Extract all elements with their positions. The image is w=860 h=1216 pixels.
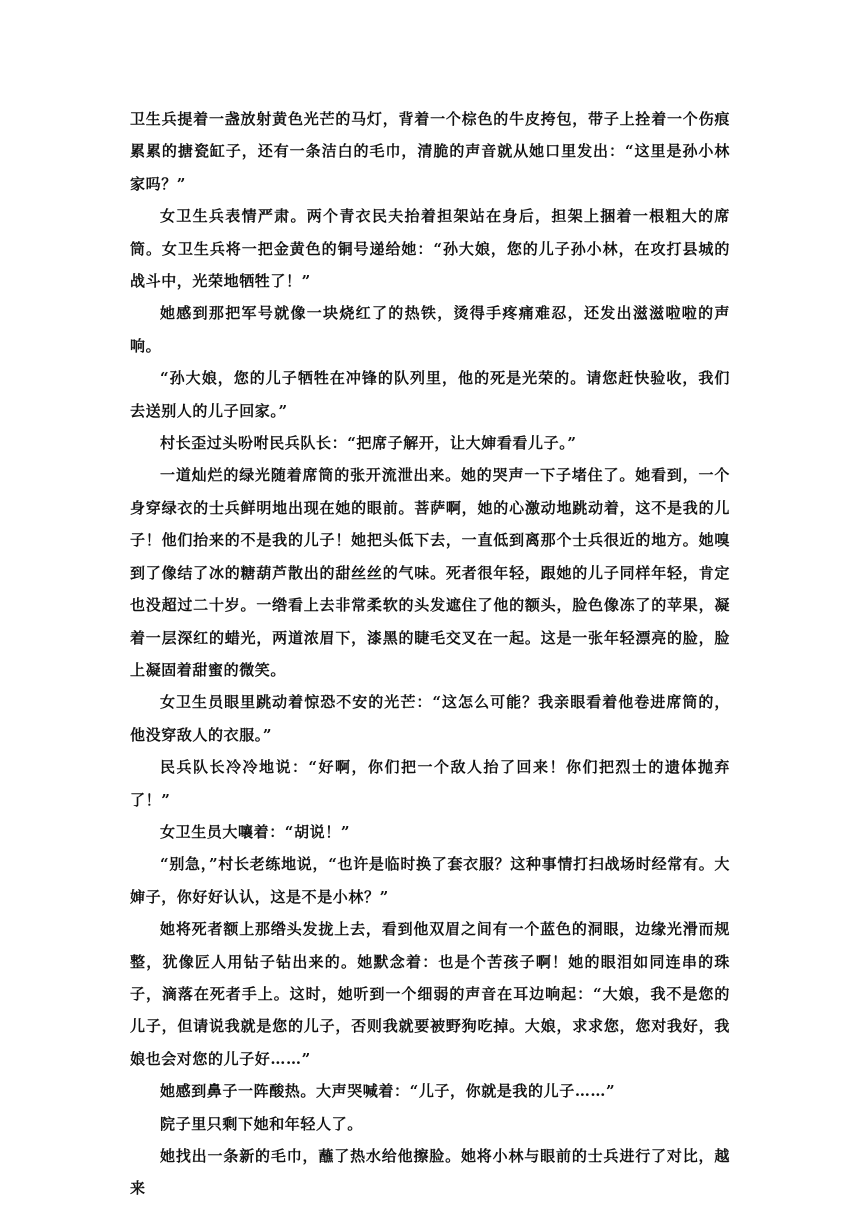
paragraph-3: 她感到那把军号就像一块烧红了的热铁，烫得手疼痛难忍，还发出滋滋啦啦的声响。 [130,304,730,355]
paragraph-10: “别急，”村长老练地说，“也许是临时换了套衣服？这种事情打扫战场时经常有。大婶子，你好好认认，这是不是小林？” [130,855,730,906]
paragraph-12: 她感到鼻子一阵酸热。大声哭喊着：“儿子，你就是我的儿子……” [160,1082,616,1101]
paragraph-2: 女卫生兵表情严肃。两个青衣民夫抬着担架站在身后，担架上捆着一根粗大的席筒。女卫生兵将一把金黄色的铜号递给她：“孙大娘，您的儿子孙小林，在攻打县城的战斗中，光荣地牺牲了！” [130,207,730,291]
paragraph-8: 民兵队长冷冷地说：“好啊，你们把一个敌人抬了回来！你们把烈士的遗体抛弃了！” [130,758,730,809]
paragraph-9: 女卫生员大嚷着：“胡说！” [160,822,351,841]
paragraph-6: 一道灿烂的绿光随着席筒的张开流泄出来。她的哭声一下子堵住了。她看到，一个身穿绿衣的士兵鲜明地出现在她的眼前。菩萨啊，她的心激动地跳动着，这不是我的儿子！他们抬来的不是我的儿子！她把头低下去，一直低到离那个士兵很近的地方。她嗅到了像结了冰的糖葫芦散出的甜丝丝的气味。死者很年轻，跟她的儿子同样年轻，肯定也没超过二十岁。一绺看上去非常柔软的头发遮住了他的额头，脸色像冻了的苹果，凝着一层深红的蜡光，两道浓眉下，漆黑的睫毛交叉在一起。这是一张年轻漂亮的脸，脸上凝固着甜蜜的微笑。 [130,466,730,679]
paragraph-5: 村长歪过头吩咐民兵队长：“把席子解开，让大婶看看儿子。” [160,434,577,453]
paragraph-14: 她找出一条新的毛巾，蘸了热水给他擦脸。她将小林与眼前的士兵进行了对比，越来 [130,1147,730,1198]
paragraph-7: 女卫生员眼里跳动着惊恐不安的光芒：“这怎么可能？我亲眼看着他卷进席筒的，他没穿敌人的衣服。” [130,693,730,744]
paragraph-11: 她将死者额上那绺头发拢上去，看到他双眉之间有一个蓝色的洞眼，边缘光滑而规整，犹像匠人用钻子钻出来的。她默念着：也是个苦孩子啊！她的眼泪如同连串的珠子，滴落在死者手上。这时，她听到一个细弱的声音在耳边响起：“大娘，我不是您的儿子，但请说我就是您的儿子，否则我就要被野狗吃掉。大娘，求求您，您对我好，我娘也会对您的儿子好……” [130,920,730,1068]
paragraph-13: 院子里只剩下她和年轻人了。 [160,1114,363,1133]
paragraph-1: 卫生兵提着一盏放射黄色光芒的马灯，背着一个棕色的牛皮挎包，带子上拴着一个伤痕累累的搪瓷缸子，还有一条洁白的毛巾，清脆的声音就从她口里发出：“这里是孙小林家吗？” [130,110,730,193]
document-body [130,103,730,1205]
paragraph-4: “孙大娘，您的儿子牺牲在冲锋的队列里，他的死是光荣的。请您赶快验收，我们去送别人的儿子回家。” [130,369,730,420]
